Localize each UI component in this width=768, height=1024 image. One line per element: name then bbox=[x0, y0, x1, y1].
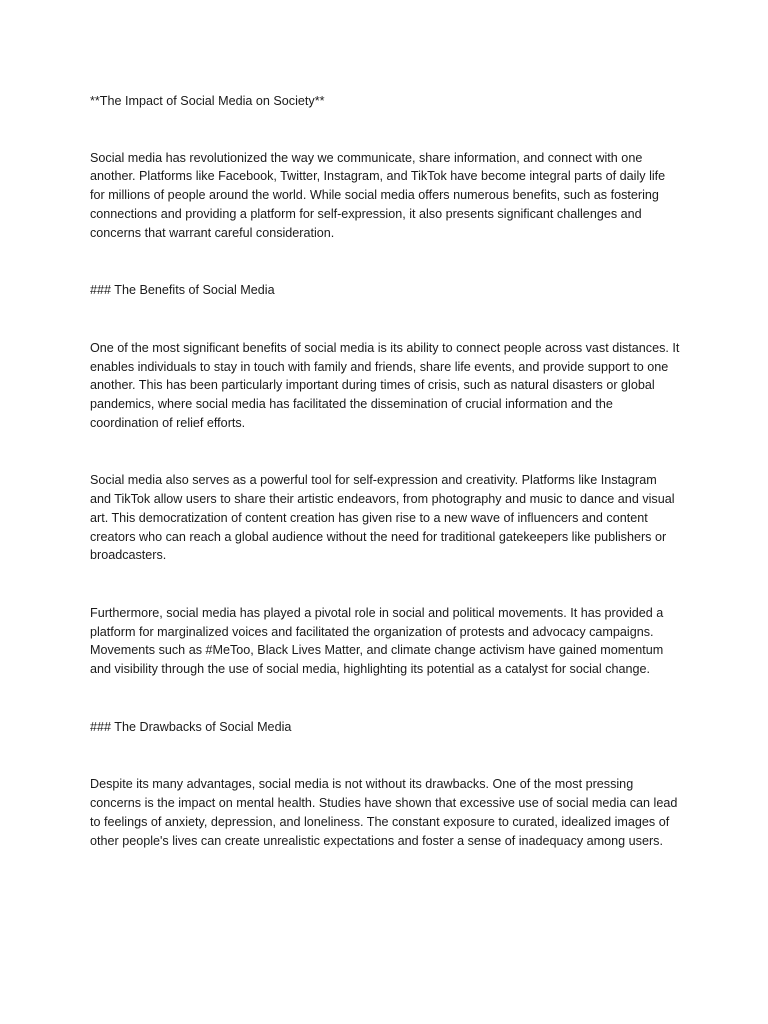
document-page bbox=[90, 92, 680, 889]
benefits-paragraph-movements: Furthermore, social media has played a pivotal role in social and political movements. It has provided a platform for marginalized voices and facilitated the organization of protests and advocacy campaigns. Movements such as #MeToo, Black Lives Matter, and climate change activism have gained momentum and visibility through the use of social media, highlighting its potential as a catalyst for social change. bbox=[90, 605, 664, 677]
drawbacks-paragraph-mental-health: Despite its many advantages, social media is not without its drawbacks. One of the most pressing concerns is the impact on mental health. Studies have shown that excessive use of social media can lead to feelings of anxiety, depression, and loneliness. The constant exposure to curated, idealized images of other people's lives can create unrealistic expectations and foster a sense of inadequacy among users. bbox=[90, 777, 678, 848]
benefits-heading: ### The Benefits of Social Media bbox=[90, 283, 275, 298]
benefits-paragraph-connection: One of the most significant benefits of social media is its ability to connect people across vast distances. It enables individuals to stay in touch with family and friends, share life events, and provide support to one another. This has been particularly important during times of crisis, such as natural disasters or global pandemics, where social media has facilitated the dissemination of crucial information and the coordination of relief efforts. bbox=[90, 340, 680, 430]
document-title: **The Impact of Social Media on Society** bbox=[90, 94, 325, 108]
drawbacks-heading: ### The Drawbacks of Social Media bbox=[90, 719, 292, 734]
benefits-paragraph-expression: Social media also serves as a powerful tool for self-expression and creativity. Platforms like Instagram and TikTok allow users to share their artistic endeavors, from photography and music to dance and visual art. This democratization of content creation has given rise to a new wave of influencers and content creators who can reach a global audience without the need for traditional gatekeepers like publishers or broadcasters. bbox=[90, 473, 675, 563]
intro-paragraph: Social media has revolutionized the way we communicate, share information, and connect with one another. Platforms like Facebook, Twitter, Instagram, and TikTok have become integral parts of daily life for millions of people around the world. While social media offers numerous benefits, such as fostering connections and providing a platform for self-expression, it also presents significant challenges and concerns that warrant careful consideration. bbox=[90, 150, 666, 240]
